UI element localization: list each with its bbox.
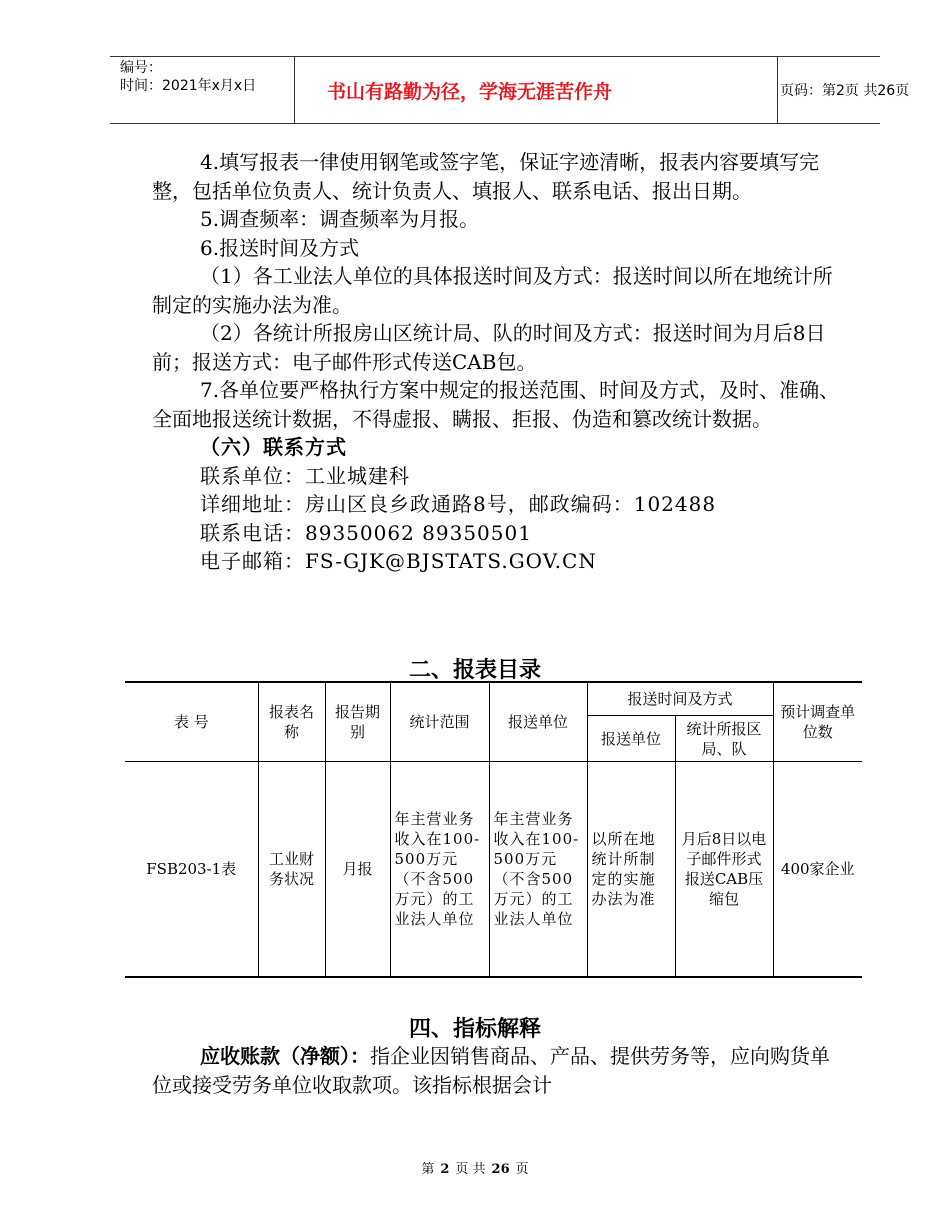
cell-submitting-unit: 年主营业务收入在100-500万元（不含500万元）的工业法人单位 (489, 762, 587, 978)
header-page-info: 页码：第2页 共26页 (780, 83, 910, 99)
paragraph-item-7: 7.各单位要严格执行方案中规定的报送范围、时间及方式，及时、准确、全面地报送统计数据，不得虚报、瞒报、拒报、伪造和篡改统计数据。 (152, 378, 840, 431)
contact-heading: （六）联系方式 (200, 435, 347, 459)
cell-submit-unit-time: 以所在地统计所制定的实施办法为准 (587, 762, 675, 978)
header-report-name: 报表名称 (258, 682, 325, 762)
cell-report-period: 月报 (325, 762, 390, 978)
indicator-term: 应收账款（净额）： (200, 1044, 370, 1068)
paragraph-item-4: 4.填写报表一律使用钢笔或签字笔，保证字迹清晰，报表内容要填写完整，包括单位负责人、统计负责人、填报人、联系电话、报出日期。 (152, 150, 820, 203)
header-meta (110, 57, 295, 123)
paragraph-item-6-2: （2）各统计所报房山区统计局、队的时间及方式：报送时间为月后8日前；报送方式：电子邮件形式传送CAB包。 (152, 321, 826, 374)
header-motto: 书山有路勤为径，学海无涯苦作舟 (295, 57, 778, 123)
paragraph-item-5: 5.调查频率：调查频率为月报。 (200, 207, 480, 231)
section-title-indicator-explanation: 四、指标解释 (408, 1016, 541, 1042)
indicator-explanation-body (152, 1042, 842, 1100)
table-row (125, 762, 862, 978)
cell-table-no: FSB203-1表 (125, 762, 258, 978)
header-stats-office-sub: 统计所报区局、队 (675, 716, 773, 762)
contact-address: 详细地址：房山区良乡政通路8号，邮政编码：102488 (200, 492, 717, 516)
header-report-period: 报告期别 (325, 682, 390, 762)
header-submit-unit-sub: 报送单位 (587, 716, 675, 762)
document-number-label: 编号： (120, 60, 162, 76)
cell-report-name: 工业财务状况 (258, 762, 325, 978)
footer-suffix: 页 (515, 1162, 529, 1177)
cell-stats-office-time: 月后8日以电子邮件形式报送CAB压缩包 (675, 762, 773, 978)
document-time: 时间：2021年x月x日 (120, 78, 257, 94)
report-catalog-table (125, 681, 862, 978)
section-title-report-catalog: 二、报表目录 (408, 657, 541, 683)
footer-page-number: 2 (440, 1162, 450, 1177)
cell-est-units: 400家企业 (773, 762, 862, 978)
header-est-units: 预计调查单位数 (773, 682, 862, 762)
footer-total-pages: 26 (491, 1162, 510, 1177)
page-header (110, 56, 910, 124)
contact-email: 电子邮箱：FS-GJK@BJSTATS.GOV.CN (200, 549, 597, 573)
footer-prefix: 第 (421, 1162, 435, 1177)
contact-phone: 联系电话：89350062 89350501 (200, 520, 532, 545)
header-submit-time-method: 报送时间及方式 (587, 682, 773, 716)
header-table-no: 表 号 (125, 682, 258, 762)
cell-scope: 年主营业务收入在100-500万元（不含500万元）的工业法人单位 (390, 762, 489, 978)
document-body (152, 148, 842, 576)
indicator-definition: 指企业因销售商品、产品、提供劳务等，应向购货单位或接受劳务单位收取款项。该指标根据会计 (152, 1044, 830, 1097)
page-footer (0, 1158, 950, 1177)
paragraph-item-6: 6.报送时间及方式 (200, 235, 360, 260)
paragraph-item-6-1: （1）各工业法人单位的具体报送时间及方式：报送时间以所在地统计所制定的实施办法为准。 (152, 264, 833, 317)
contact-unit: 联系单位：工业城建科 (200, 463, 410, 488)
footer-middle: 页 共 (455, 1162, 486, 1177)
header-scope: 统计范围 (390, 682, 489, 762)
header-submitting-unit: 报送单位 (489, 682, 587, 762)
table-header-row (125, 682, 862, 716)
